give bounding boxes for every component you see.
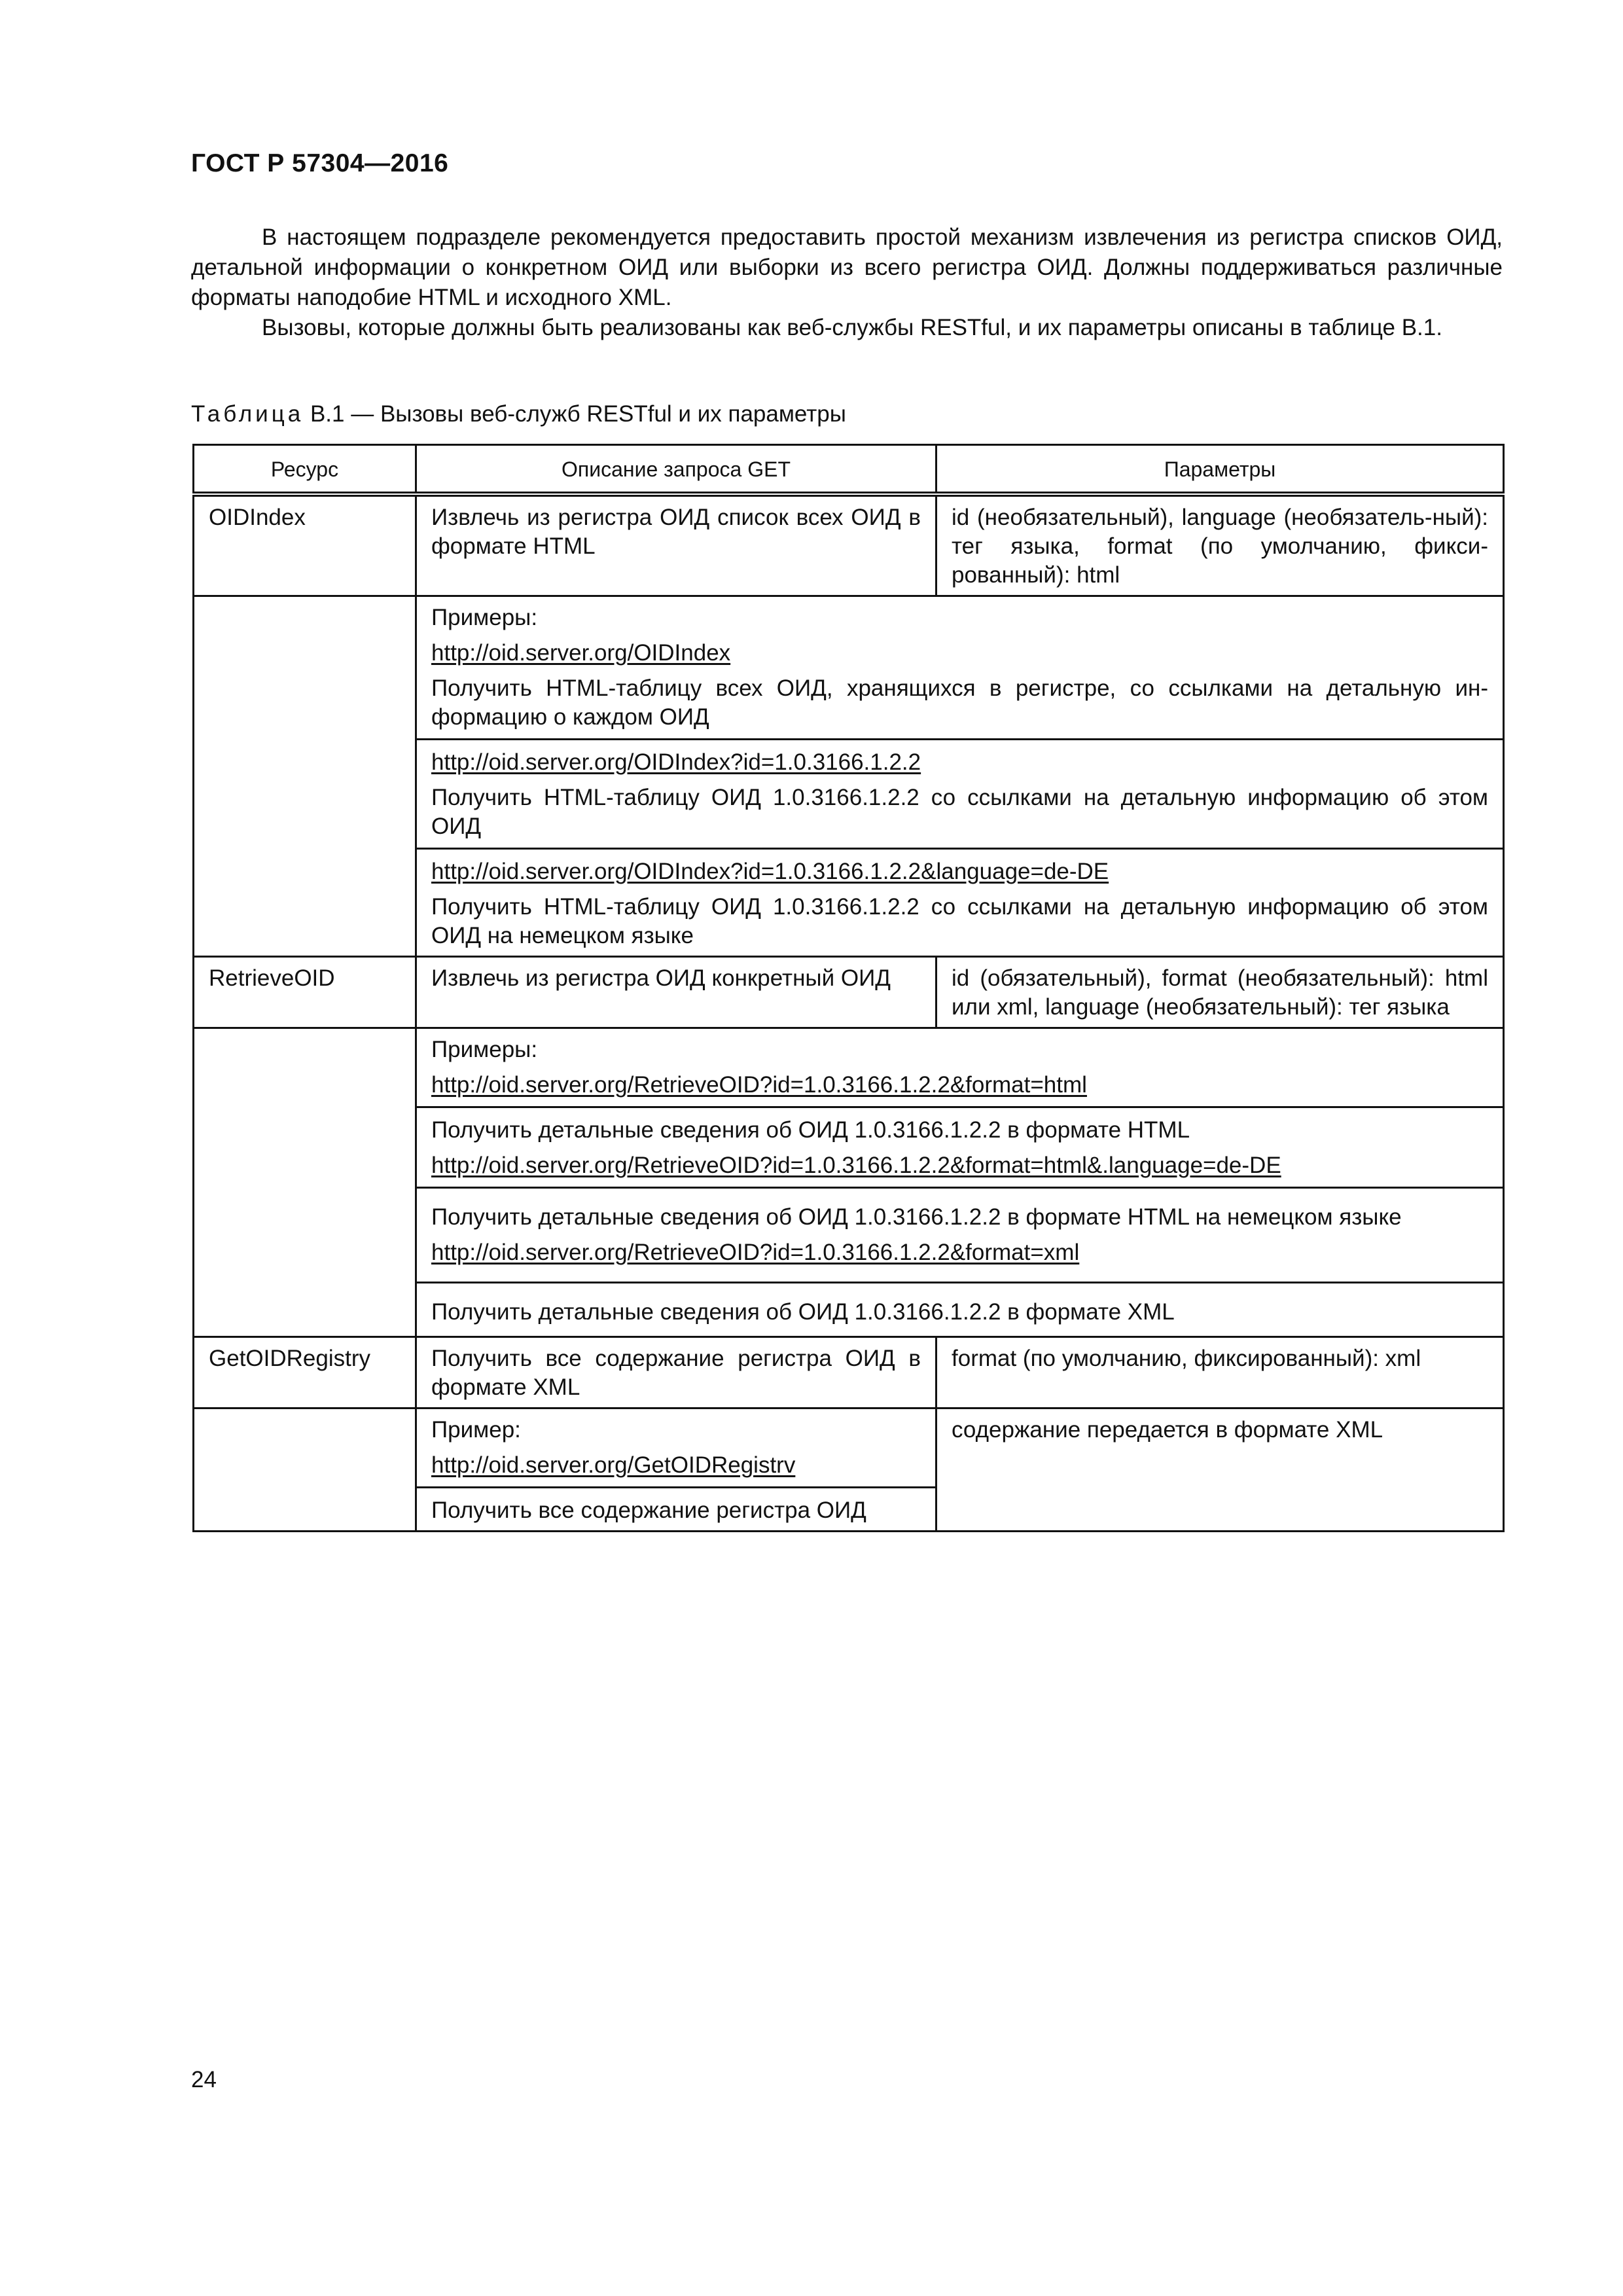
example-block [417,738,1503,841]
example-description: Получить HTML-таблицу ОИД 1.0.3166.1.2.2 со ссылками на детальную информацию об этом ОИД на немецком языке [431,894,1488,948]
table-caption [191,399,846,429]
header-get-description: Описание запроса GET [416,445,936,495]
intro-paragraph-1: В настоящем подразделе рекомендуется предоставить простой механизм извлечения из регистра списков ОИД, детальной информации о конкретном ОИД или выборки из всего регистра ОИД. Должны поддерживаться различные форматы наподобие HTML и исходного XML. [191,224,1503,310]
description-cell: Извлечь из регистра ОИД список всех ОИД в формате HTML [416,494,936,596]
example-block [417,848,1503,950]
resource-cell-empty [194,1028,416,1337]
example-description: Получить детальные сведения об ОИД 1.0.3166.1.2.2 в формате HTML [431,1117,1190,1143]
example-link[interactable]: http://oid.server.org/OIDIndex?id=1.0.3166.1.2.2&language=de-DE [431,859,1109,884]
example-description: Получить все содержание регистра ОИД [431,1498,866,1523]
examples-cell [416,1408,936,1532]
examples-label: Примеры: [431,1037,538,1062]
example-block [417,1187,1503,1267]
table-caption-title: В.1 — Вызовы веб-служб RESTful и их параметры [304,401,846,427]
resource-cell-empty [194,1408,416,1532]
parameters-cell: format (по умолчанию, фиксированный): xml [936,1337,1504,1408]
example-link[interactable]: http://oid.server.org/RetrieveOID?id=1.0.3166.1.2.2&format=html [431,1072,1087,1098]
table-row [194,957,1504,1028]
examples-label: Примеры: [431,605,538,630]
table-row [194,1337,1504,1408]
page-number: 24 [191,2067,217,2092]
parameters-cell: содержание передается в формате XML [936,1408,1504,1532]
resource-cell: GetOIDRegistry [194,1337,416,1408]
parameters-cell: id (необязательный), language (необязатель-ный): тег языка, format (по умолчанию, фикси-рованный): html [936,494,1504,596]
resource-cell: OIDIndex [194,494,416,596]
resource-cell: RetrieveOID [194,957,416,1028]
example-description: Получить HTML-таблицу ОИД 1.0.3166.1.2.2 со ссылками на детальную информацию об этом ОИД [431,785,1488,839]
intro-text [191,223,1503,343]
example-link[interactable]: http://oid.server.org/OIDIndex?id=1.0.3166.1.2.2 [431,749,921,775]
header-parameters: Параметры [936,445,1504,495]
example-description: Получить детальные сведения об ОИД 1.0.3166.1.2.2 в формате XML [431,1299,1175,1325]
examples-cell [416,1028,1504,1337]
parameters-cell: id (обязательный), format (необязательный): html или xml, language (необязательный): тег языка [936,957,1504,1028]
table-row-examples [194,1408,1504,1532]
description-cell: Получить все содержание регистра ОИД в формате XML [416,1337,936,1408]
document-header: ГОСТ Р 57304—2016 [191,149,449,177]
table-header-row [194,445,1504,495]
example-description: Получить детальные сведения об ОИД 1.0.3166.1.2.2 в формате HTML на немецком языке [431,1204,1402,1230]
table-caption-label: Таблица [191,401,304,427]
header-resource: Ресурс [194,445,416,495]
examples-cell [416,596,1504,957]
example-block [417,1282,1503,1331]
example-description: Получить HTML-таблицу всех ОИД, хранящихся в регистре, со ссылками на детальную ин-формацию о каждом ОИД [431,675,1488,730]
example-link[interactable]: http://oid.server.org/RetrieveOID?id=1.0.3166.1.2.2&format=html&.language=de-DE [431,1153,1281,1178]
intro-paragraph-2: Вызовы, которые должны быть реализованы как веб-службы RESTful, и их параметры описаны в таблице В.1. [262,315,1442,340]
table-row-examples [194,1028,1504,1337]
description-cell: Извлечь из регистра ОИД конкретный ОИД [416,957,936,1028]
example-link[interactable]: http://oid.server.org/GetOIDRegistrv [431,1452,796,1478]
example-link[interactable]: http://oid.server.org/OIDIndex [431,640,731,666]
examples-label: Пример: [431,1417,521,1443]
resource-cell-empty [194,596,416,957]
table-row [194,494,1504,596]
example-block [417,1106,1503,1180]
example-link[interactable]: http://oid.server.org/RetrieveOID?id=1.0.3166.1.2.2&format=xml [431,1240,1080,1265]
restful-calls-table [192,444,1505,1532]
example-block [417,1486,935,1525]
table-row-examples [194,596,1504,957]
